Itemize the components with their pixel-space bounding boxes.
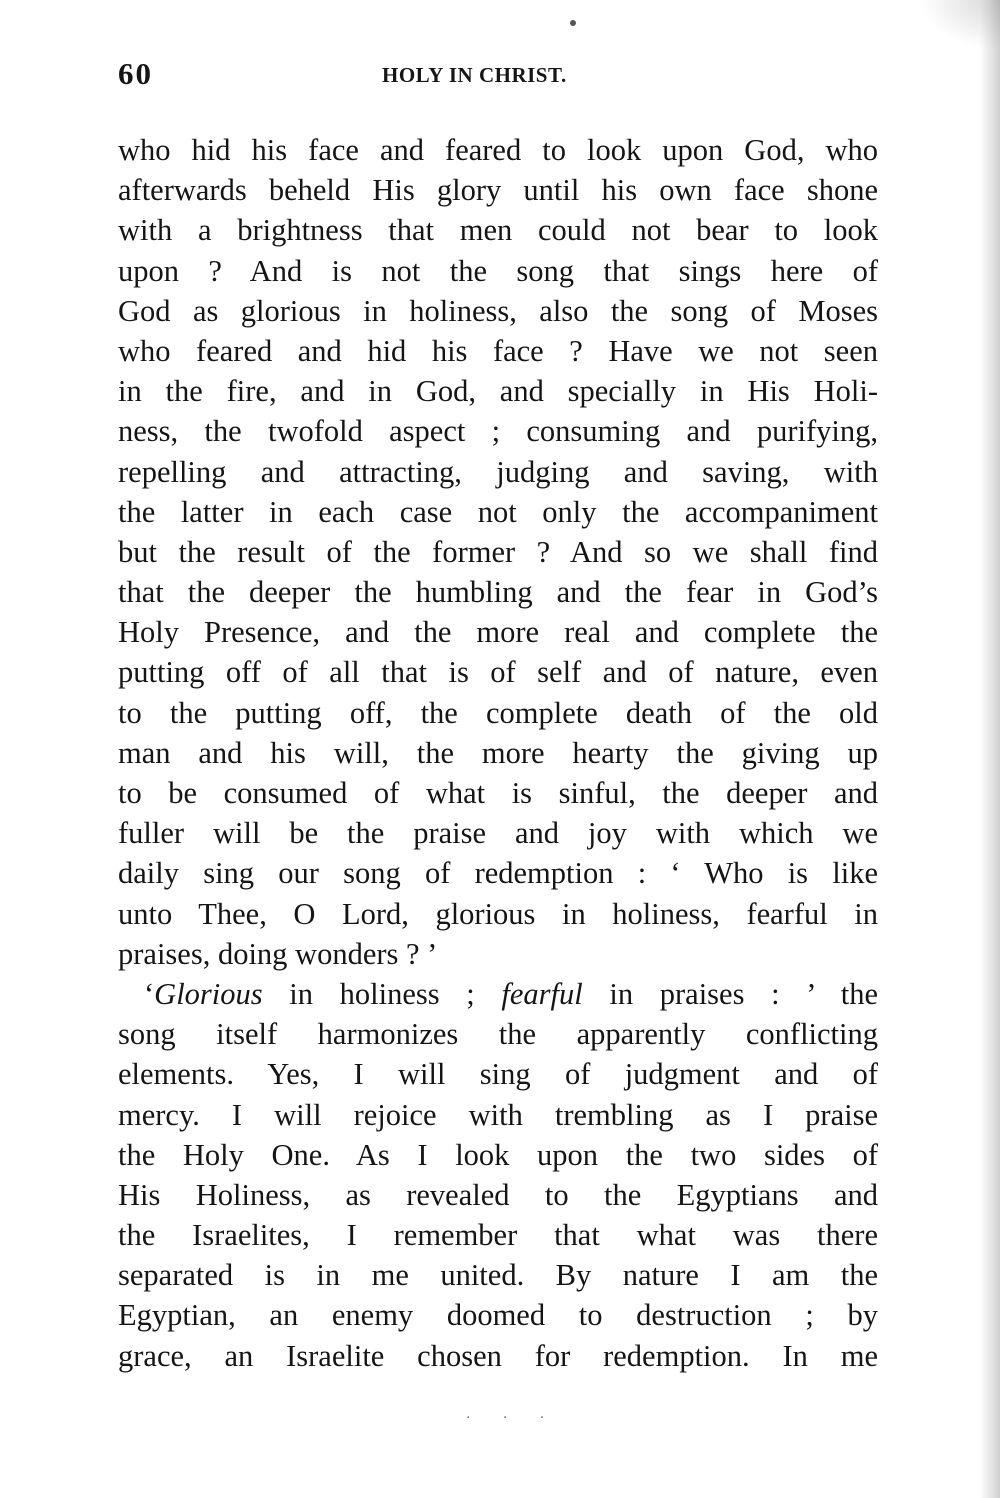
page-edge-shadow [980,0,1000,1498]
print-speck [570,20,576,26]
text-line: Holy Presence, and the more real and complete the [118,615,878,650]
text-line: upon ? And is not the song that sings here of [118,253,878,288]
text-line: song itself harmonizes the apparently conflicting [118,1017,878,1052]
text-line: but the result of the former ? And so we shall find [118,534,878,569]
text-line: the latter in each case not only the accompaniment [118,494,878,529]
text-line: grace, an Israelite chosen for redemption. In me [118,1338,878,1373]
text-line: Egyptian, an enemy doomed to destruction ; by [118,1298,878,1333]
text-line: to the putting off, the complete death of the old [118,695,878,730]
line-fragment: in praises : ’ the [582,976,879,1011]
text-line: mercy. I will rejoice with trembling as I praise [118,1097,878,1132]
text-line: who feared and hid his face ? Have we not seen [118,333,878,368]
text-line: the Israelites, I remember that what was there [118,1218,878,1253]
open-quote: ‘ [144,976,155,1011]
text-line: putting off of all that is of self and of nature, even [118,655,878,690]
page-number: 60 [118,56,153,91]
page-header [118,56,878,96]
text-line: to be consumed of what is sinful, the deeper and [118,776,878,810]
italic-word-glorious: Glorious [154,976,263,1011]
text-line: afterwards beheld His glory until his own face shone [118,173,878,208]
text-line: daily sing our song of redemption : ‘ Who is like [118,856,878,891]
italic-word-fearful: fearful [501,976,583,1011]
paragraph-start-line [118,974,878,1014]
text-line: that the deeper the humbling and the fear in God’s [118,575,878,610]
text-line: in the fire, and in God, and specially in His Holi- [118,374,878,409]
text-line: separated is in me united. By nature I am the [118,1258,878,1293]
text-line: unto Thee, O Lord, glorious in holiness, fearful in [118,896,878,931]
running-head: HOLY IN CHRIST. [382,63,567,87]
paragraph-end-line: praises, doing wonders ? ’ [118,936,438,971]
text-line: God as glorious in holiness, also the song of Moses [118,293,878,328]
text-line: repelling and attracting, judging and saving, with [118,454,878,489]
text-line: ness, the twofold aspect ; consuming and purifying, [118,414,878,449]
text-line: fuller will be the praise and joy with which we [118,816,878,851]
text-line: the Holy One. As I look upon the two sides of [118,1137,878,1172]
text-line: elements. Yes, I will sing of judgment and of [118,1057,878,1092]
line-fragment: in holiness ; [262,976,502,1011]
body-text [118,130,878,1376]
text-line: His Holiness, as revealed to the Egyptians and [118,1177,878,1212]
footer-print-marks: · · · [466,1410,559,1426]
text-line: man and his will, the more hearty the giving up [118,735,878,770]
text-line: with a brightness that men could not bear to look [118,213,878,248]
text-line: who hid his face and feared to look upon God, who [118,133,878,167]
